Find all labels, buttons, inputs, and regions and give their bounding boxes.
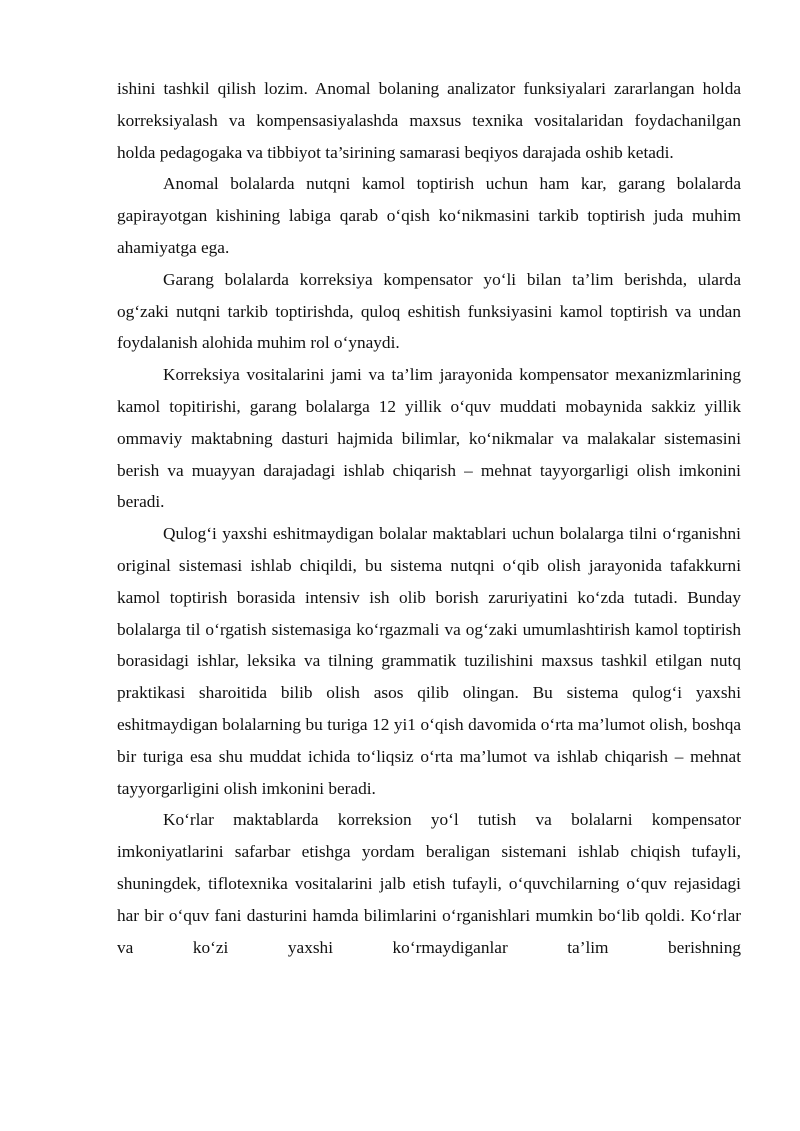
paragraph-3: Garang bolalarda korreksiya kompensator yo‘li bilan ta’lim berishda, ularda og‘zaki nutqni tarkib toptirishda, quloq eshitish funksiyasini kamol toptirish va undan foydalanish alohida muhim rol o‘ynaydi.: [117, 269, 741, 353]
paragraph-4: Korreksiya vositalarini jami va ta’lim jarayonida kompensator mexanizmlarining kamol topitirishi, garang bolalarga 12 yillik o‘quv muddati mobaynida sakkiz yillik ommaviy maktabning dasturi hajmida bilimlar, ko‘nikmalar va malakalar sistemasini berish va muayyan darajadagi ishlab chiqarish – mehnat tayyorgarligi olish imkonini beradi.: [117, 365, 741, 512]
paragraph-1: ishini tashkil qilish lozim. Anomal bolaning analizator funksiyalari zararlangan holda korreksiyalash va kompensasiyalashda maxsus texnika vositalaridan foydachanilgan holda pedagogaka va tibbiyot ta’sirining samarasi beqiyos darajada oshib ketadi.: [117, 79, 741, 162]
document-page: [117, 73, 741, 963]
paragraph-2: Anomal bolalarda nutqni kamol toptirish uchun ham kar, garang bolalarda gapirayotgan kishining labiga qarab o‘qish ko‘nikmasini tarkib toptirish juda muhim ahamiyatga ega.: [117, 174, 741, 257]
paragraph-6: Ko‘rlar maktablarda korreksion yo‘l tutish va bolalarni kompensator imkoniyatlarini safarbar etishga yordam beraligan sistemani ishlab chiqish tufayli, shuningdek, tiflotexnika vositalarini jalb etish tufayli, o‘quvchilarning o‘quv rejasidagi har bir o‘quv fani dasturini hamda bilimlarini o‘rganishlari mumkin bo‘lib qoldi. Ko‘rlar va ko‘zi yaxshi ko‘rmaydiganlar ta’lim berishning: [117, 810, 741, 957]
paragraph-5: Qulog‘i yaxshi eshitmaydigan bolalar maktablari uchun bolalarga tilni o‘rganishni original sistemasi ishlab chiqildi, bu sistema nutqni o‘qib olish jarayonida tafakkurni kamol toptirish borasida intensiv ish olib borish zaruriyatini ko‘zda tutadi. Bunday bolalarga til o‘rgatish sistemasiga ko‘rgazmali va og‘zaki umumlashtirish kamol toptirish borasidagi ishlar, leksika va tilning grammatik tuzilishini maxsus tashkil etilgan nutq praktikasi sharoitida bilib olish asos qilib olingan. Bu sistema qulog‘i yaxshi eshitmaydigan bolalarning bu turiga 12 yi1 o‘qish davomida o‘rta ma’lumot olish, boshqa bir turiga esa shu muddat ichida to‘liqsiz o‘rta ma’lumot va ishlab chiqarish – mehnat tayyorgarligini olish imkonini beradi.: [117, 524, 741, 798]
